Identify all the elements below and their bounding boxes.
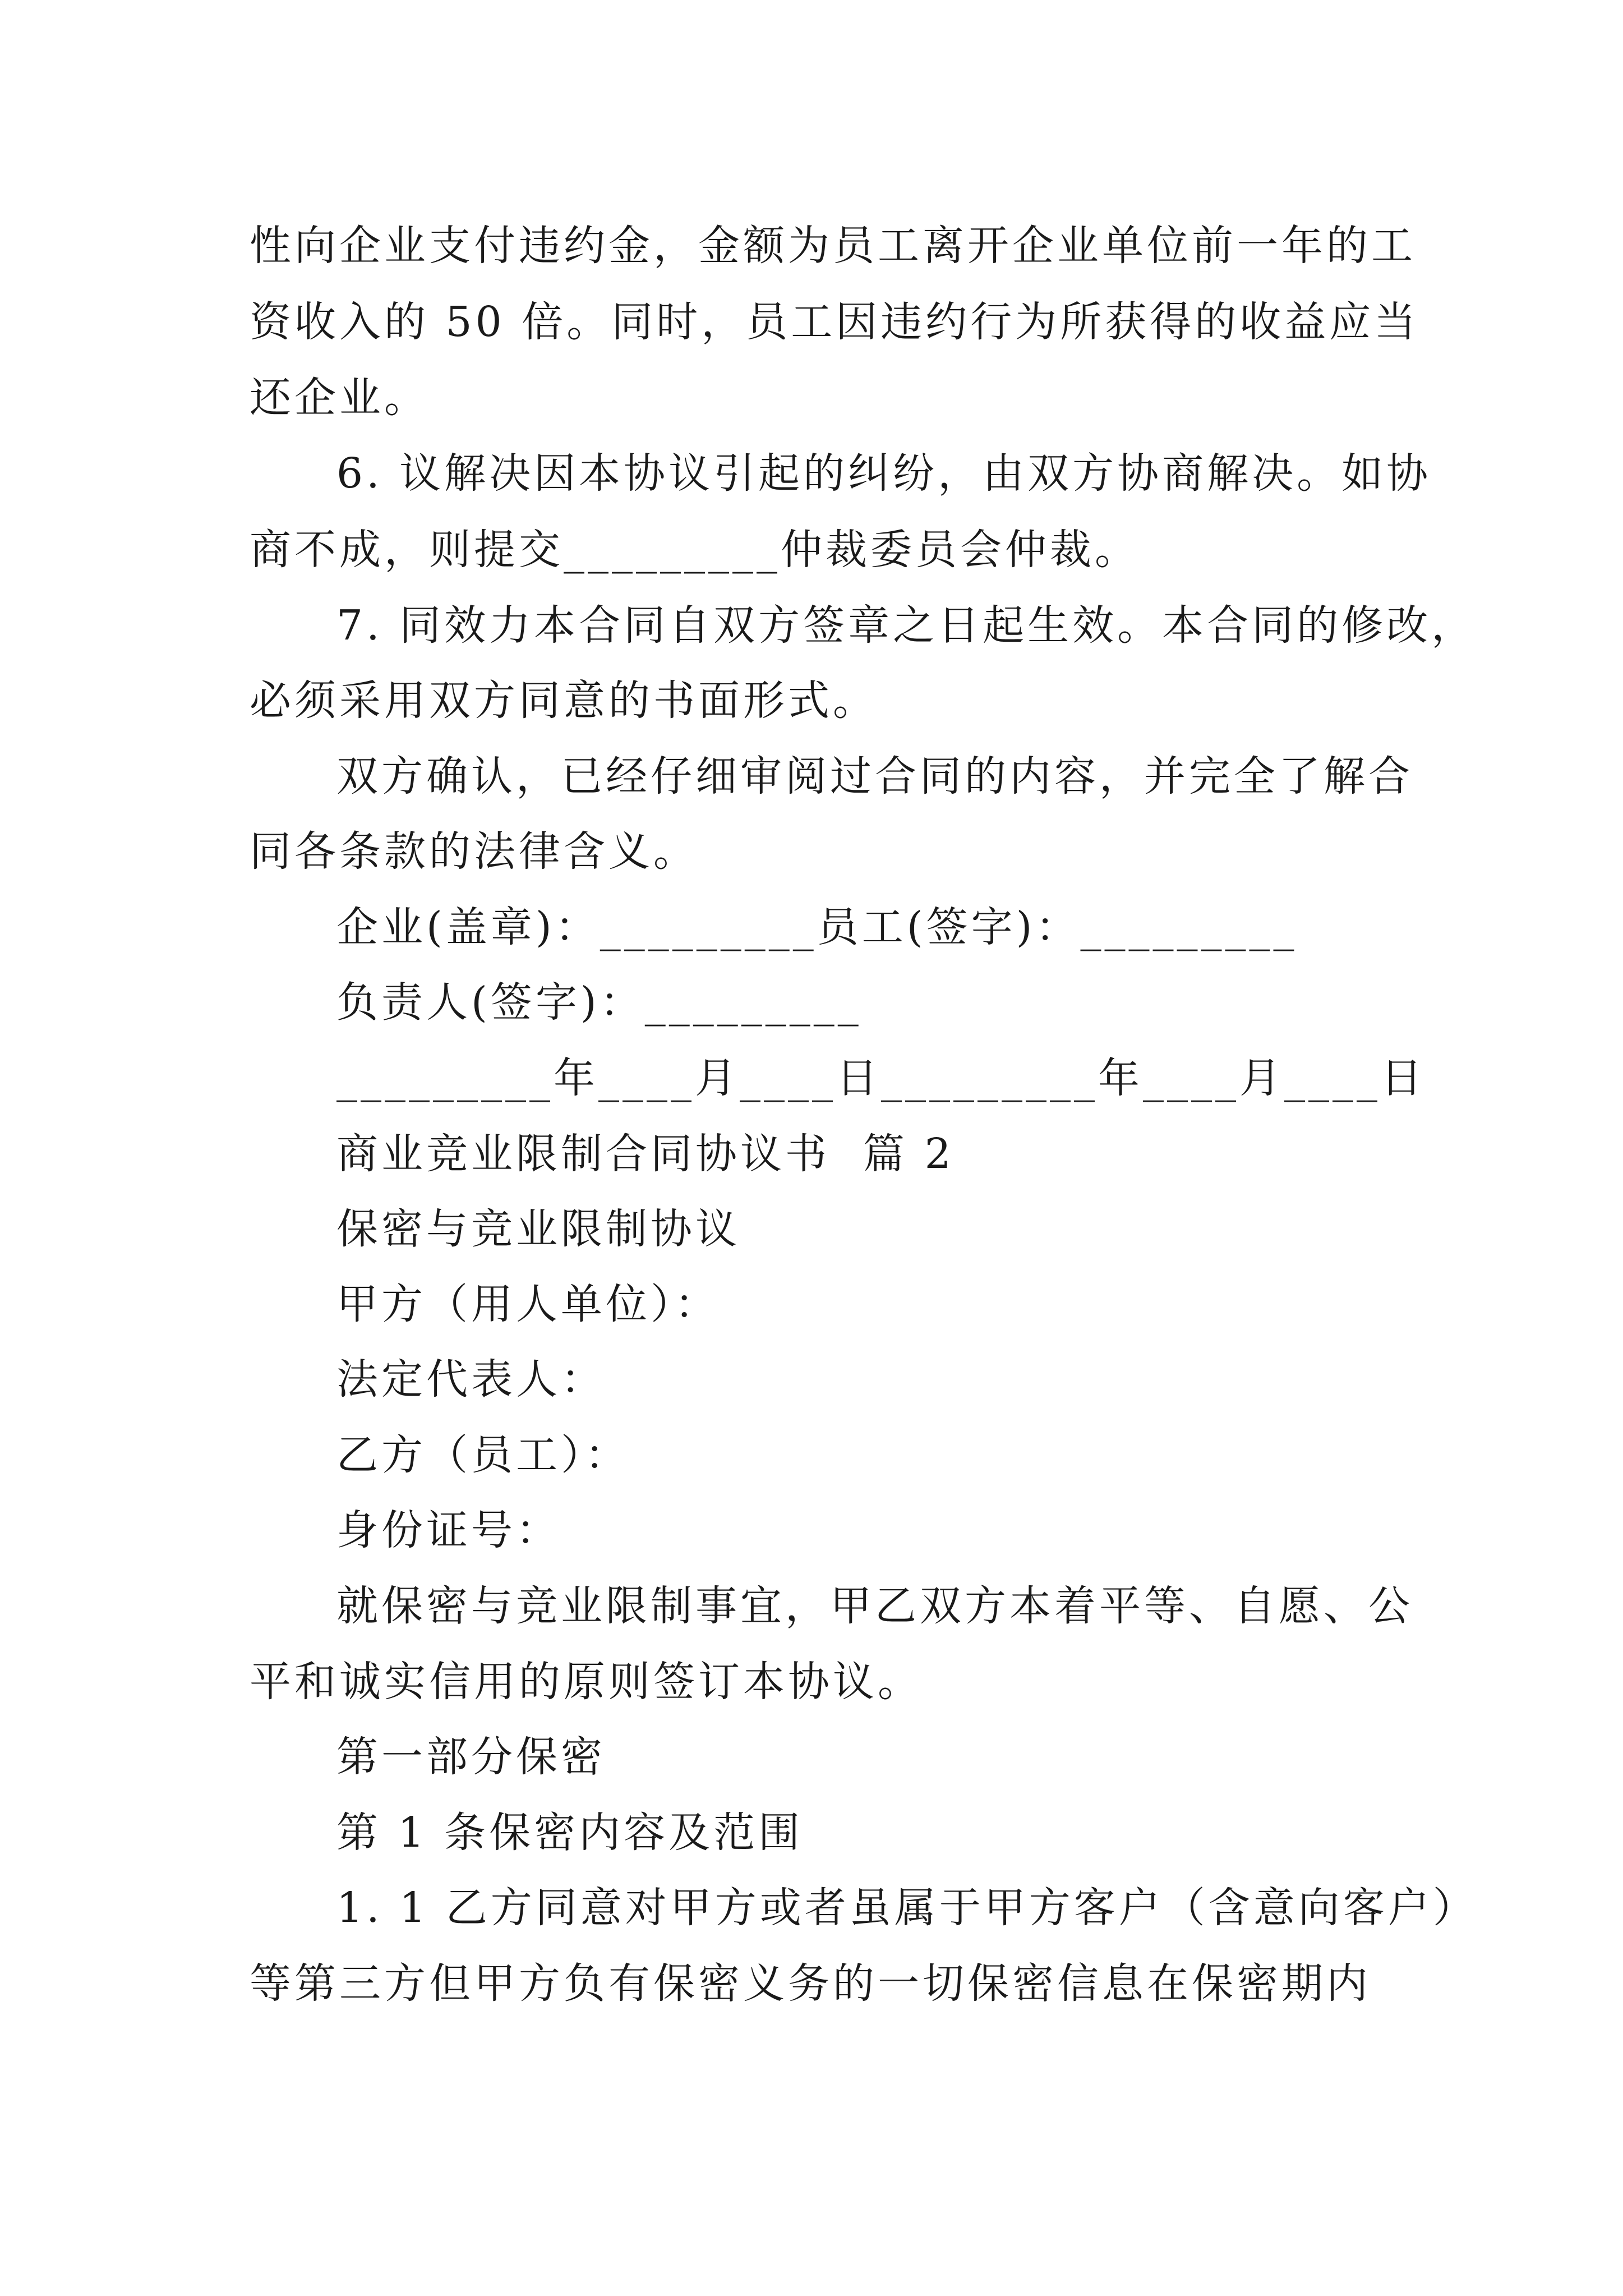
confirmation-text: 双方确认，已经仔细审阅过合同的内容，并完全了解合: [336, 752, 1413, 800]
signature-line-responsible-person: 负责人(签字)：_________: [336, 978, 862, 1027]
preamble-text: 就保密与竞业限制事宜，甲乙双方本着平等、自愿、公: [336, 1582, 1413, 1630]
body-text-line: 同各条款的法律含义。: [250, 827, 698, 876]
body-text-line: 必须采用双方同意的书面形式。: [250, 677, 878, 725]
signature-line-company-employee: 企业(盖章)：_________员工(签字)：_________: [336, 903, 1298, 951]
body-text-line: 资收入的 50 倍。同时，员工因违约行为所获得的收益应当: [250, 298, 1419, 346]
legal-representative-label: 法定代表人：: [336, 1355, 606, 1404]
body-text-line: 性向企业支付违约金，金额为员工离开企业单位前一年的工: [250, 222, 1416, 270]
body-text-line: 还企业。: [250, 374, 429, 422]
section-heading: 商业竞业限制合同协议书 篇 2: [336, 1130, 955, 1178]
id-number-label: 身份证号：: [336, 1506, 561, 1554]
clause-6-text: 6. 议解决因本协议引起的纠纷，由双方协商解决。如协: [336, 449, 1432, 498]
date-line: _________年____月____日_________年____月____日: [336, 1054, 1426, 1102]
agreement-title: 保密与竞业限制协议: [336, 1205, 740, 1253]
body-text-line: 平和诚实信用的原则签订本协议。: [250, 1658, 923, 1706]
clause-1-1-text: 1. 1 乙方同意对甲方或者虽属于甲方客户（含意向客户）: [336, 1884, 1478, 1932]
article-heading: 第 1 条保密内容及范围: [336, 1809, 804, 1857]
party-b-label: 乙方（员工）：: [336, 1431, 630, 1479]
part-heading: 第一部分保密: [336, 1733, 606, 1781]
body-text-line: 商不成，则提交_________仲裁委员会仲裁。: [250, 526, 1140, 574]
clause-7-text: 7. 同效力本合同自双方签章之日起生效。本合同的修改，: [336, 601, 1477, 650]
body-text-line: 等第三方但甲方负有保密义务的一切保密信息在保密期内: [250, 1959, 1371, 2008]
party-a-label: 甲方（用人单位）：: [336, 1280, 720, 1328]
